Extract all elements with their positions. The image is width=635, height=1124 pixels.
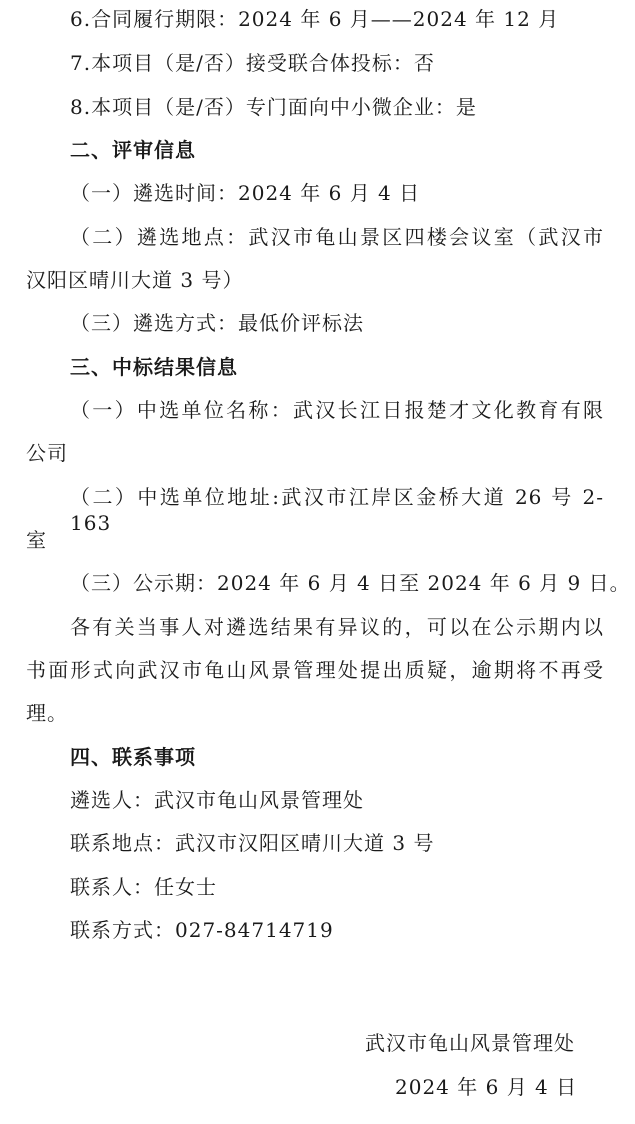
contact-phone: 联系方式：027-84714719	[70, 918, 334, 942]
sme-oriented: 8.本项目（是/否）专门面向中小微企业：是	[70, 95, 477, 119]
selection-time: （一）遴选时间：2024 年 6 月 4 日	[70, 181, 421, 205]
selection-place-line2: 汉阳区晴川大道 3 号）	[26, 268, 244, 292]
consortium-bid: 7.本项目（是/否）接受联合体投标：否	[70, 51, 435, 75]
winner-name-line2: 公司	[26, 441, 68, 465]
selection-place-line1: （二）遴选地点：武汉市龟山景区四楼会议室（武汉市	[70, 225, 604, 249]
winner-address-line1: （二）中选单位地址:武汉市江岸区金桥大道 26 号 2-163	[70, 485, 604, 535]
selector-org: 遴选人：武汉市龟山风景管理处	[70, 788, 364, 812]
publicity-period: （三）公示期：2024 年 6 月 4 日至 2024 年 6 月 9 日。	[70, 571, 631, 595]
objection-line3: 理。	[26, 701, 68, 725]
objection-line1: 各有关当事人对遴选结果有异议的，可以在公示期内以	[70, 615, 604, 639]
section-result-title: 三、中标结果信息	[70, 355, 238, 379]
contact-address: 联系地点：武汉市汉阳区晴川大道 3 号	[70, 831, 435, 855]
section-review-title: 二、评审信息	[70, 138, 196, 162]
objection-line2: 书面形式向武汉市龟山风景管理处提出质疑，逾期将不再受	[26, 658, 604, 682]
contract-period: 6.合同履行期限：2024 年 6 月——2024 年 12 月	[70, 7, 560, 31]
section-contact-title: 四、联系事项	[70, 745, 196, 769]
signature-date: 2024 年 6 月 4 日	[395, 1075, 578, 1099]
winner-address-line2: 室	[26, 528, 47, 552]
winner-name-line1: （一）中选单位名称：武汉长江日报楚才文化教育有限	[70, 398, 604, 422]
contact-person: 联系人：任女士	[70, 875, 217, 899]
selection-method: （三）遴选方式：最低价评标法	[70, 311, 364, 335]
signature-org: 武汉市龟山风景管理处	[365, 1031, 575, 1055]
